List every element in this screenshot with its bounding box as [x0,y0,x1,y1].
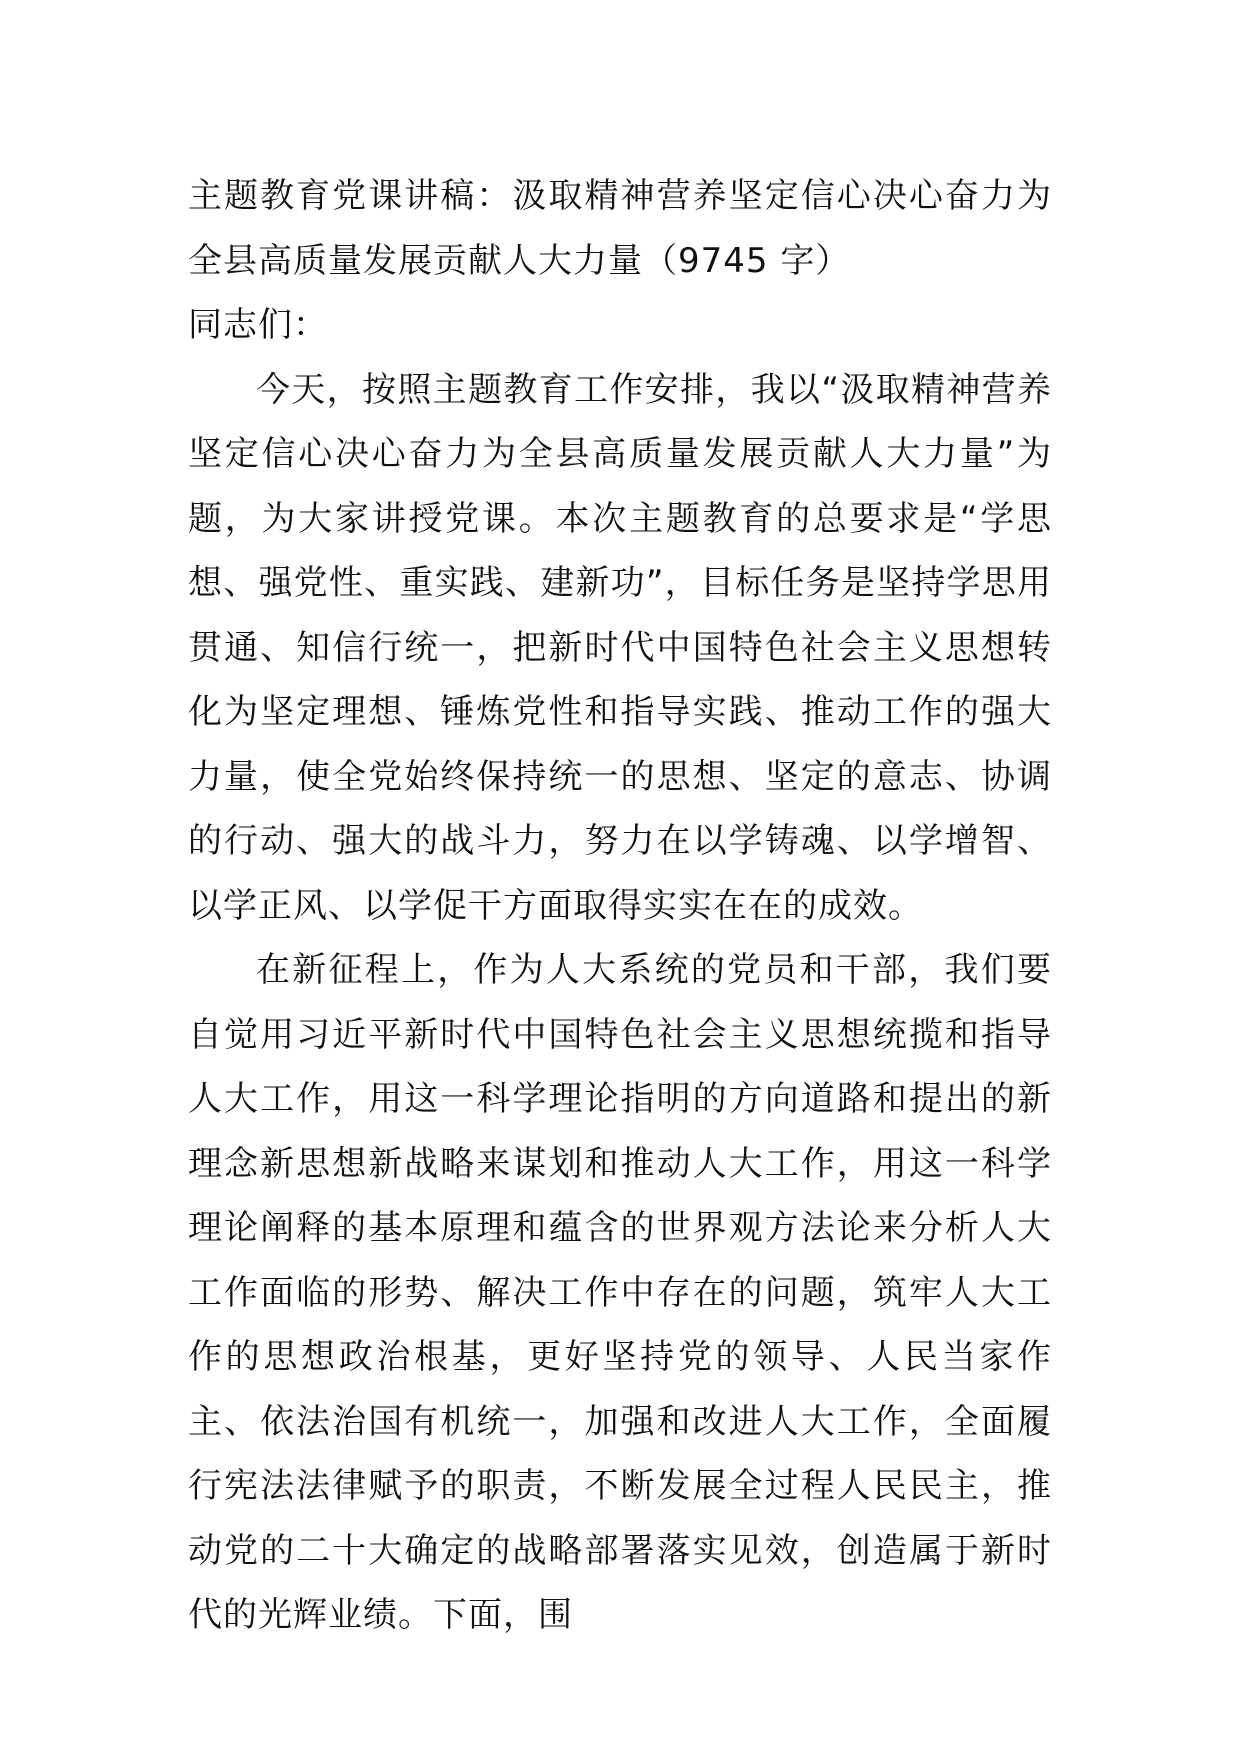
document-body [188,164,1052,1648]
salutation: 同志们： [188,305,328,345]
paragraph-2: 在新征程上，作为人大系统的党员和干部，我们要自觉用习近平新时代中国特色社会主义思想统揽和指导人大工作，用这一科学理论指明的方向道路和提出的新理念新思想新战略来谋划和推动人大工作，用这一科学理论阐释的基本原理和蕴含的世界观方法论来分析人大工作面临的形势、解决工作中存在的问题，筑牢人大工作的思想政治根基，更好坚持党的领导、人民当家作主、依法治国有机统一，加强和改进人大工作，全面履行宪法法律赋予的职责，不断发展全过程人民民主，推动党的二十大确定的战略部署落实见效，创造属于新时代的光辉业绩。下面，围 [188,950,1052,1635]
paragraph-1: 今天，按照主题教育工作安排，我以“汲取精神营养坚定信心决心奋力为全县高质量发展贡献人大力量”为题，为大家讲授党课。本次主题教育的总要求是“学思想、强党性、重实践、建新功”，目标任务是坚持学思用贯通、知信行统一，把新时代中国特色社会主义思想转化为坚定理想、锤炼党性和指导实践、推动工作的强大力量，使全党始终保持统一的思想、坚定的意志、协调的行动、强大的战斗力，努力在以学铸魂、以学增智、以学正风、以学促干方面取得实实在在的成效。 [188,369,1052,926]
document-title: 主题教育党课讲稿：汲取精神营养坚定信心决心奋力为全县高质量发展贡献人大力量（9745 字） [188,176,1052,281]
